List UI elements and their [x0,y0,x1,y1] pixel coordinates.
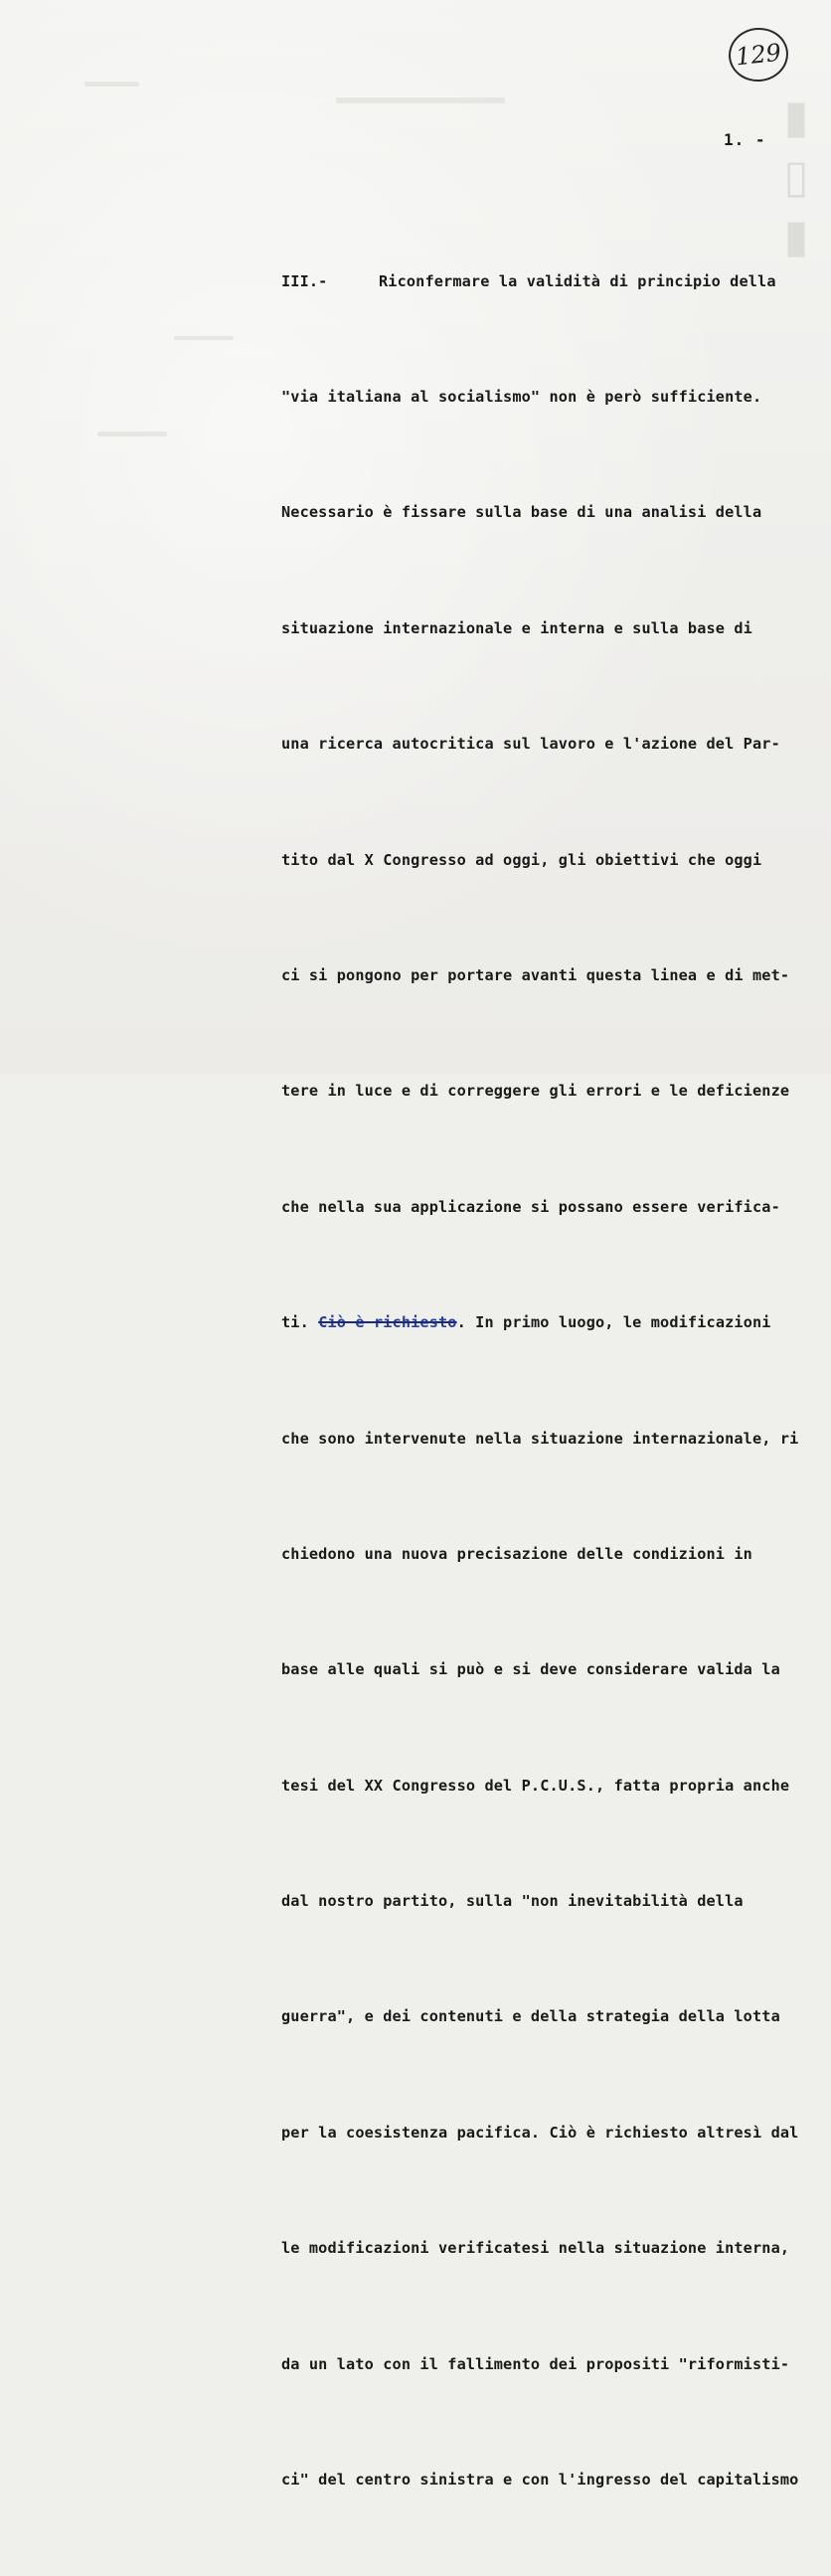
archive-watermark: ▮▯▮ [769,89,823,268]
text-line: base alle quali si può e si deve considerare valida la [281,1660,780,1679]
text-line: dal nostro partito, sulla "non inevitabilità della [281,1892,744,1911]
text-line: da un lato con il fallimento dei propositi "riformisti- [281,2354,790,2373]
page-number: 1. - [724,130,766,149]
text-line: una ricerca autocritica sul lavoro e l'azione del Par- [281,735,780,754]
text-line: che sono intervenute nella situazione internazionale, ri [281,1429,799,1448]
text-line: tito dal X Congresso ad oggi, gli obiettivi che oggi [281,850,762,869]
first-line-text: Riconfermare la validità di principio della [379,271,776,290]
archive-page-stamp [726,25,790,85]
text-line: Necessario è fissare sulla base di una analisi della [281,503,762,522]
text-line: chiedono una nuova precisazione delle condizioni in [281,1544,752,1563]
text-line: situazione internazionale e interna e sulla base di [281,618,752,637]
text-line: ci" del centro sinistra e con l'ingresso del capitalismo [281,2471,799,2490]
text-line: "via italiana al socialismo" non è però sufficiente. [281,387,762,406]
text-line: guerra", e dei contenuti e della strategia della lotta [281,2007,780,2026]
line-rest: . In primo luogo, le modificazioni [456,1313,771,1332]
bleed-through-mark [84,82,139,86]
section-numeral: III.- [281,271,328,290]
bleed-through-mark [174,336,234,340]
bleed-through-mark [336,97,505,103]
text-line: tere in luce e di correggere gli errori e le deficienze [281,1082,790,1101]
typewritten-body [281,185,830,2576]
line-prefix: ti. [281,1313,319,1332]
text-line: per la coesistenza pacifica. Ciò è richiesto altresì dal [281,2123,799,2142]
text-line: le modificazioni verificatesi nella situazione interna, [281,2239,790,2258]
stamp-number: 129 [734,38,783,72]
text-line [281,1303,830,1342]
struck-out-text: Ciò è richiesto [318,1313,457,1332]
text-line [281,262,830,301]
text-line: ci si pongono per portare avanti questa linea e di met- [281,965,790,984]
text-line: tesi del XX Congresso del P.C.U.S., fatta propria anche [281,1776,790,1795]
bleed-through-mark [97,431,167,436]
text-line: che nella sua applicazione si possano essere verifica- [281,1197,780,1216]
